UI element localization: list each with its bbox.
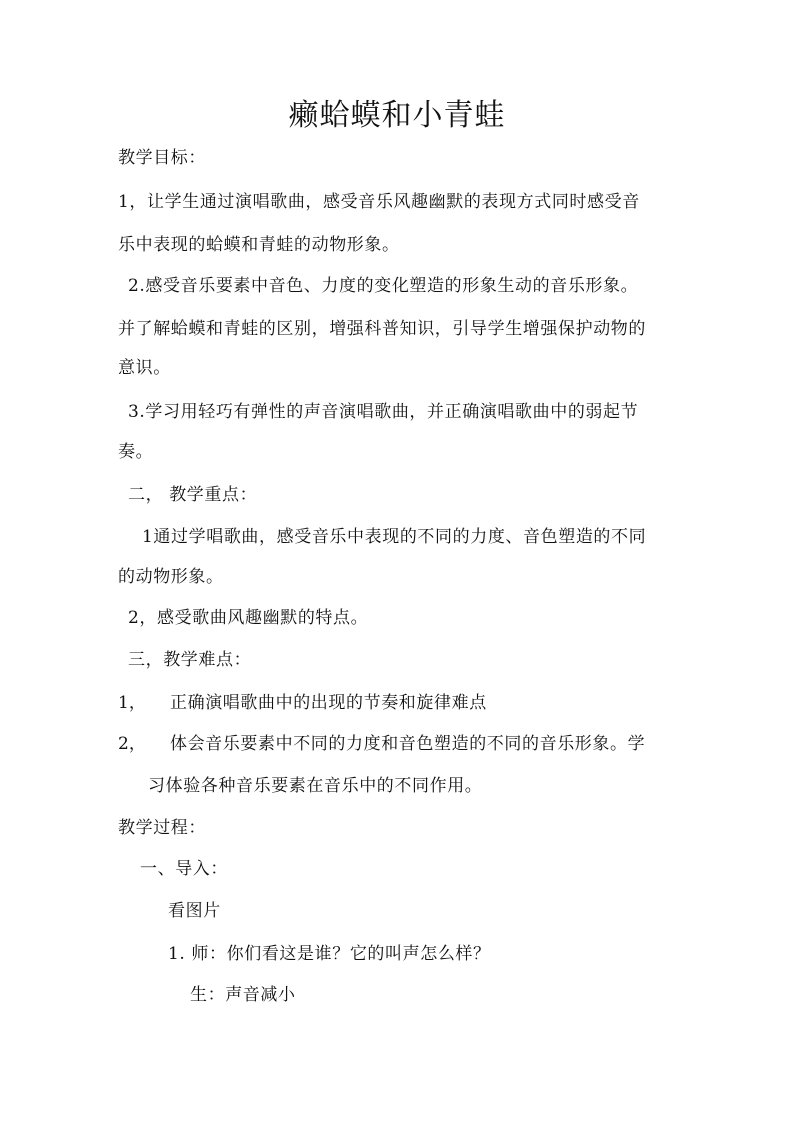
process-step-1: 一、导入： [140, 859, 228, 879]
objective-2-line-1: 2.感受音乐要素中音色、力度的变化塑造的形象生动的音乐形象。 [128, 276, 639, 296]
difficulty-1-number: 1， [118, 693, 146, 713]
difficulty-2-line-1: 体会音乐要素中不同的力度和音色塑造的不同的音乐形象。学 [170, 734, 646, 754]
document-title: 癞蛤蟆和小青蛙 [288, 98, 506, 133]
keypoints-heading: 二， 教学重点： [128, 485, 258, 505]
difficulty-2-number: 2， [118, 734, 146, 754]
keypoint-2: 2，感受歌曲风趣幽默的特点。 [128, 608, 369, 628]
objective-1-line-1: 1，让学生通过演唱歌曲，感受音乐风趣幽默的表现方式同时感受音 [118, 192, 640, 212]
difficulty-1-text: 正确演唱歌曲中的出现的节奏和旋律难点 [170, 693, 487, 713]
difficulties-heading: 三，教学难点： [128, 650, 252, 670]
objective-1-line-2: 乐中表现的蛤蟆和青蛙的动物形象。 [118, 235, 400, 255]
objective-3-line-1: 3.学习用轻巧有弹性的声音演唱歌曲，并正确演唱歌曲中的弱起节 [128, 402, 639, 422]
difficulty-2-line-2: 习体验各种音乐要素在音乐中的不同作用。 [148, 776, 483, 796]
keypoint-1-line-2: 的动物形象。 [118, 567, 224, 587]
process-heading: 教学过程： [118, 818, 206, 838]
process-step-1-question: 1. 师：你们看这是谁？它的叫声怎么样？ [168, 944, 491, 964]
objectives-heading: 教学目标： [118, 148, 206, 168]
process-step-1-answer: 生：声音减小 [190, 985, 296, 1005]
objective-3-line-2: 奏。 [118, 442, 154, 462]
keypoint-1-line-1: 1通过学唱歌曲，感受音乐中表现的不同的力度、音色塑造的不同 [142, 527, 647, 547]
process-step-1-sub: 看图片 [168, 901, 221, 921]
objective-2-line-2: 并了解蛤蟆和青蛙的区别，增强科普知识，引导学生增强保护动物的 [118, 319, 646, 339]
objective-2-line-3: 意识。 [118, 358, 171, 378]
